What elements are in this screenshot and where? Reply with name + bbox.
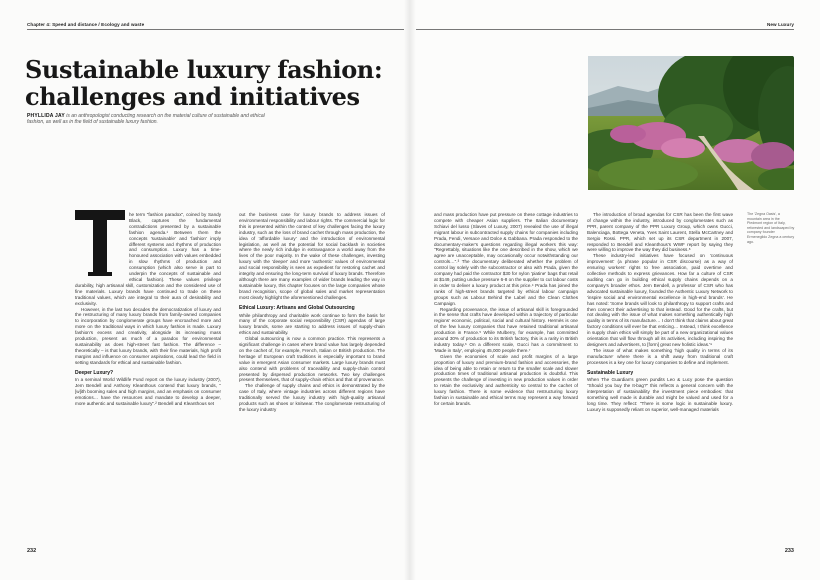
author-name: PHYLLIDA JAY bbox=[27, 113, 65, 119]
text-column-4 bbox=[587, 212, 733, 542]
paragraph: Given the economies of scale and profit margins of a large proportion of luxury and premium-brand fashion and accessories, the idea of being able to retain or return to the smaller scale and slower production times of traditional artisanal production is doubtful. This presents the challenge of investing in new production values in order to retain the exclusivity and authenticity so central to the cachet of luxury fashion. There is some evidence that restructuring luxury fashion in sustainable and ethical terms may represent a way forward for certain brands. bbox=[434, 353, 578, 406]
photo-caption: The 'Zegna Oasis', a mountain area in the Piedmont region of Italy, reforested and landscaped by company founder Ermenegildo Zegna a century ago. bbox=[747, 212, 795, 244]
running-head-right: New Luxury bbox=[766, 22, 794, 27]
paragraph: These industry-led initiatives have focused on 'continuous improvement' (a phrase popular in CSR discourse) as a way of ensuring workers' rights to free association, paid overtime and collective methods to express grievances. How far a culture of CSR auditing can go in building ethical supply chains depends on a company's broader ethos. Jem Bendell, a professor of CSR who has advocated sustainable luxury, founded the Authentic Luxury Network to 'inspire social and environmental excellence in high-end brands'. He has noted: 'Some brands will look to philanthropy to support crafts and then connect their advertising to that instead. Good for the crafts, but not dealing with the issue of what makes something authentically high quality in terms of its manufacture… I don't think that claims about great factory conditions will ever be that enticing… Instead, I think excellence in supply chain ethics will simply be part of a new organizational values orientation that will flow through all its activities, including inspiring the designers and advertisers, to [form] great new holistic ideas.'⁹ bbox=[587, 253, 733, 347]
gutter-shadow bbox=[404, 0, 416, 580]
header-rule-left bbox=[27, 29, 404, 30]
running-head-left: Chapter 4: Speed and distance / Ecology and waste bbox=[27, 22, 145, 27]
section-heading: Deeper Luxury? bbox=[75, 369, 114, 376]
text-column-3 bbox=[434, 212, 578, 542]
paragraph: In a seminal World Wildlife Fund report on the luxury industry (2007), Jem Bendell and Anthony Kleanthous contend that luxury brands, "[w]ith booming sales and high margins, and an emphasis on consumer emotions… have the resources and mandate to develop a deeper, more authentic and sustainable luxury".² Bendell and Kleanthous set bbox=[75, 377, 221, 407]
text-column-2 bbox=[239, 212, 385, 542]
author-block bbox=[27, 113, 267, 126]
paragraph: and mass production have put pressure on these cottage industries to compete with cheaper Asian suppliers. The Italian documentary Schiavi del lusso (Slaves of Luxury, 2007) revealed the use of illegal migrant labour in subcontracted supply chains for companies including Prada, Fendi, Versace and Dolce & Gabbana. Prada responded to the documentary-maker's questions regarding illegal workers this way: "Regrettably, situations like the one described in the show, which we agree are unacceptable, may occasionally occur notwithstanding our controls…".³ The documentary deliberated whether the problem of control lay solely with the subcontractor or also with Prada, given the company had paid the contractor $30 for nylon 'piatine' bags that retail at $149, putting undue pressure 6-8 on the supplier to cut labour costs in order to deliver a luxury product at this price.⁴ Prada has joined the ranks of high-street brands targeted by ethical labour campaign groups such as Labour Behind the Label and the Clean Clothes Campaign. bbox=[434, 212, 578, 306]
paragraph: out the business case for luxury brands to address issues of environmental responsibility and labour rights. The commercial logic for this is presented within the context of key challenges facing the luxury industry, such as the loss of brand cachet through mass production, the idea of 'affordable luxury' and the introduction of environmental legislation, as well as the potential for social backlash in societies where the newly rich indulge in extravagance a world away from the lives of the poor majority. In the wake of these challenges, investing luxury with the 'deeper' and more 'authentic' values of environmental and social responsibility is seen as expedient for restoring cachet and integrity and ensuring the long-term survival of luxury brands. Therefore although there are many examples of wider brands leading the way in sustainable luxury, this chapter focuses on the large companies whose brand recognition, scope of global sales and market representation most clearly highlight the aforementioned challenges. bbox=[239, 212, 385, 300]
chapter-title: Sustainable luxury fashion: challenges and initiatives bbox=[25, 55, 383, 111]
text-column-1 bbox=[75, 212, 221, 542]
page-number-left: 232 bbox=[27, 548, 37, 554]
paragraph: When The Guardian's green pundits Leo & Lucy pose the question "Should you buy the It-bag?" this reflects a general concern with the interpretation of sustainability the investment piece embodies: that something well made is durable and might be valued and used for a long time. They reflect: "There is some logic in sustainable luxury. Luxury is supposedly reliant on superior, well-managed materials bbox=[587, 377, 733, 412]
paragraph: The issue of what makes something 'high quality in terms of its manufacture' where there is a shift away from traditional craft processes is a key one for luxury companies to define and implement. bbox=[587, 347, 733, 365]
paragraph: Global outsourcing is now a common practice. This represents a significant challenge in cases where brand value has largely depended on the cachet of, for example, French, Italian or British production. The heritage of European craft traditions is especially important to brand value in emergent Asian consumer markets. Large luxury brands must also contend with problems of traceability and supply-chain control presented by dispersed production networks. Two key challenges present themselves, that of supply-chain ethics and that of provenance. bbox=[239, 336, 385, 383]
header-rule-right bbox=[416, 29, 794, 30]
dropcap-space bbox=[75, 212, 129, 278]
paragraph: Regarding provenance, the issue of artisanal skill is foregrounded in the sense that crafts have developed within a trajectory of particular regions' economic, political, social and cultural history. Hermès is one of the few luxury companies that have retained traditional artisanal production in France.⁵ While Mulberry, for example, has committed around 30% of production to its British factory, this is a rarity in British industry today.⁶ On a different scale, Gucci has a commitment to 'Made in Italy', employing 45,000 people there.⁷ bbox=[434, 306, 578, 353]
paragraph: However, in the last two decades the democratization of luxury and the restructuring of many luxury brands from family-owned companies to incorporation by conglomerate groups have encroached more and more on the traditional ways in which luxury fashion is made. Luxury fashion's excess and creativity, alongside its increasing mass production, present as much of a paradox for environmental sustainability as does high-street fast fashion. The difference – theoretically – is that luxury brands, with their fine materials, high profit margins and influence on consumer aspirations, could lead the field in setting standards for ethical and sustainable fashion. bbox=[75, 306, 221, 365]
paragraph: While philanthropy and charitable work continue to form the basis for many of the corporate social responsibility (CSR) agendas of large luxury brands, some are starting to address issues of supply-chain ethics and sustainability. bbox=[239, 312, 385, 336]
section-heading: Sustainable Luxury bbox=[587, 369, 634, 376]
author-bio: is an anthropologist conducting research on the material culture of sustainable and ethical fashion, as well as in the field of sustainable luxury fashion. bbox=[27, 113, 265, 126]
paragraph: he term "fashion paradox", coined by Sandy Black, captures the fundamental contradictions presented by a sustainable fashion agenda.¹ Between them the concepts 'sustainable' and 'fashion' imply different systems and rhythms of production and consumption. Luxury has a time-honoured association with values embedded in slow rhythms of production and consumption (which also serve in part to underpin the concepts of sustainable and ethical fashion). These values privilege durability, high artisanal skill, customization and the considered use of fine materials. Luxury brands have continued to trade on these traditional values, which are integral to their aura of desirability and exclusivity. bbox=[75, 212, 221, 306]
paragraph: The challenge of supply chains and ethics is demonstrated by the case of Italy, where vintage industries across different regions have traditionally served the luxury industry with high-quality artisanal products such as shoes or knitwear. The conglomerate restructuring of the luxury industry bbox=[239, 383, 385, 412]
page-number-right: 233 bbox=[784, 548, 794, 554]
paragraph: The introduction of broad agendas for CSR has been the first wave of change within the industry, introduced by conglomerates such as PPR, parent company of the PPR Luxury Group, which owns Gucci, Balenciaga, Bottega Veneta, Yves Saint Laurent, Stella McCartney and Sergio Rossi. PPR, which set up its CSR department in 2007, responded to Bendell and Kleanthous's WWF report by saying they were willing to improve the way they did business.⁸ bbox=[587, 212, 733, 253]
landscape-photo bbox=[588, 56, 794, 190]
section-heading: Ethical Luxury: Artisans and Global Outsourcing bbox=[239, 304, 355, 311]
